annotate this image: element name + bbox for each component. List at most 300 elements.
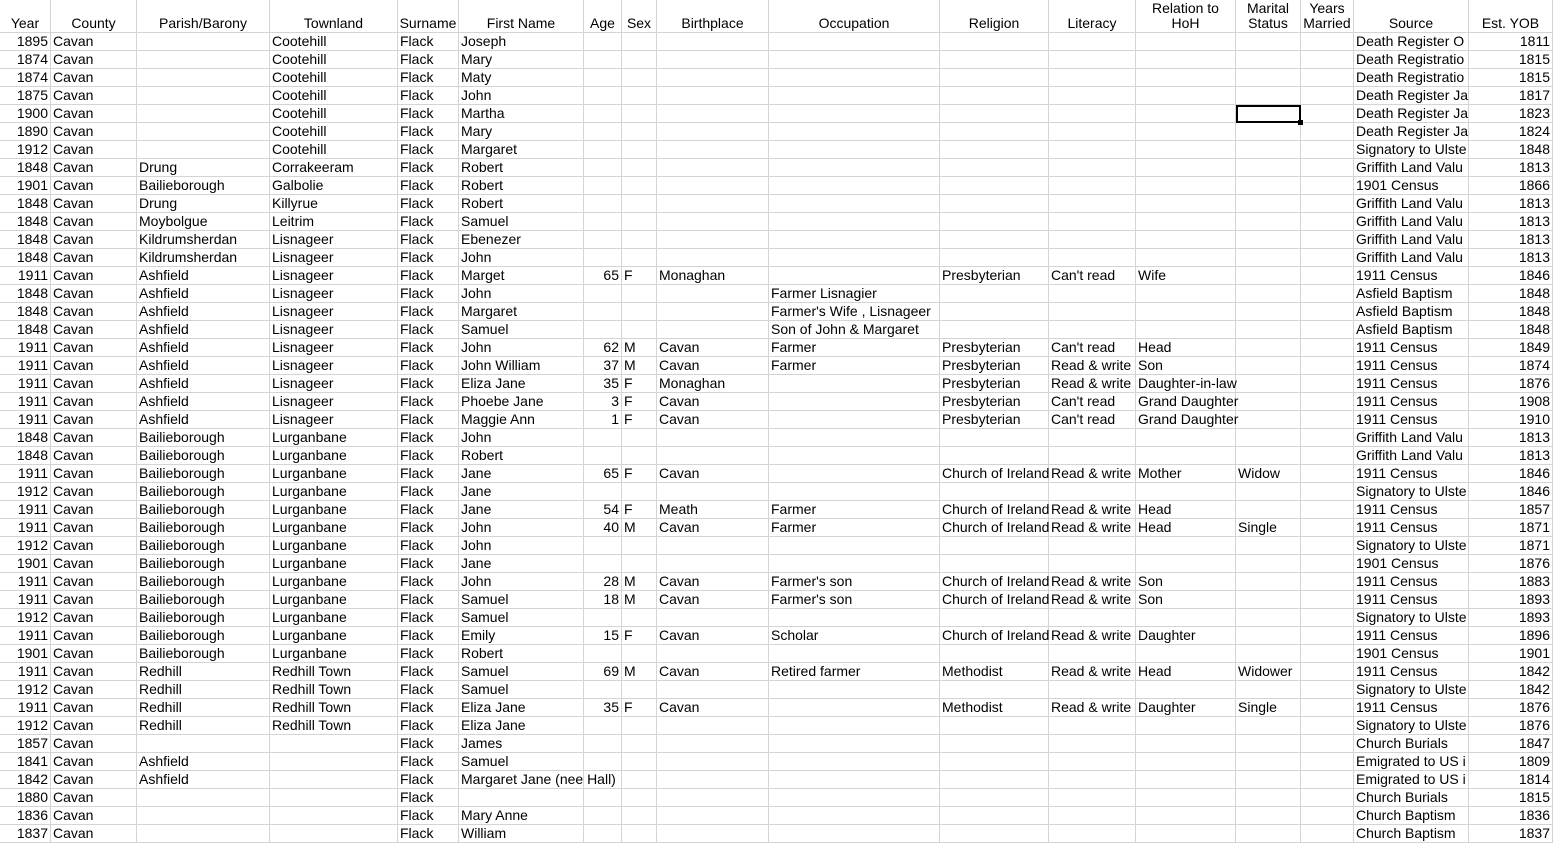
cell-occupation[interactable]: Farmer Lisnagier [769,285,940,303]
cell-surname[interactable]: Flack [398,483,459,501]
cell-est-yob[interactable]: 1883 [1469,573,1553,591]
cell-sex[interactable] [622,213,657,231]
cell-parish[interactable]: Bailieborough [137,555,270,573]
cell-surname[interactable]: Flack [398,555,459,573]
cell-years-married[interactable] [1301,519,1354,537]
cell-sex[interactable] [622,789,657,807]
cell-county[interactable]: Cavan [51,609,137,627]
cell-parish[interactable]: Ashfield [137,339,270,357]
cell-surname[interactable]: Flack [398,825,459,843]
cell-religion[interactable] [940,33,1049,51]
cell-literacy[interactable]: Read & write [1049,465,1136,483]
cell-occupation[interactable] [769,105,940,123]
cell-townland[interactable]: Killyrue [270,195,398,213]
cell-age[interactable] [584,69,622,87]
cell-marital-status[interactable] [1236,141,1301,159]
cell-occupation[interactable]: Farmer [769,501,940,519]
cell-parish[interactable]: Drung [137,195,270,213]
cell-literacy[interactable] [1049,123,1136,141]
cell-age[interactable] [584,447,622,465]
cell-occupation[interactable]: Farmer's son [769,591,940,609]
cell-relation[interactable] [1136,105,1236,123]
cell-parish[interactable] [137,33,270,51]
cell-parish[interactable]: Ashfield [137,267,270,285]
cell-county[interactable]: Cavan [51,141,137,159]
cell-religion[interactable] [940,105,1049,123]
cell-occupation[interactable] [769,141,940,159]
cell-townland[interactable]: Lisnageer [270,375,398,393]
cell-townland[interactable]: Lurganbane [270,447,398,465]
cell-year[interactable]: 1890 [0,123,51,141]
cell-years-married[interactable] [1301,267,1354,285]
cell-source[interactable]: Griffith Land Valu [1354,159,1469,177]
cell-years-married[interactable] [1301,483,1354,501]
cell-parish[interactable] [137,735,270,753]
cell-religion[interactable] [940,771,1049,789]
cell-source[interactable]: Griffith Land Valu [1354,249,1469,267]
cell-first-name[interactable]: Jane [459,555,584,573]
cell-birthplace[interactable]: Monaghan [657,375,769,393]
cell-religion[interactable]: Presbyterian [940,267,1049,285]
cell-parish[interactable]: Bailieborough [137,627,270,645]
cell-age[interactable] [584,753,622,771]
cell-sex[interactable] [622,303,657,321]
cell-townland[interactable]: Redhill Town [270,717,398,735]
cell-parish[interactable]: Kildrumsherdan [137,231,270,249]
cell-literacy[interactable] [1049,429,1136,447]
cell-occupation[interactable] [769,447,940,465]
cell-est-yob[interactable]: 1849 [1469,339,1553,357]
cell-literacy[interactable] [1049,303,1136,321]
cell-relation[interactable] [1136,87,1236,105]
cell-marital-status[interactable] [1236,195,1301,213]
cell-relation[interactable] [1136,789,1236,807]
cell-townland[interactable] [270,807,398,825]
cell-occupation[interactable] [769,69,940,87]
cell-religion[interactable]: Church of Ireland [942,519,1050,535]
column-header-sex[interactable] [622,0,657,33]
cell-source[interactable]: 1911 Census [1354,501,1469,519]
cell-sex[interactable] [622,753,657,771]
cell-county[interactable]: Cavan [51,231,137,249]
cell-years-married[interactable] [1301,807,1354,825]
cell-years-married[interactable] [1301,537,1354,555]
cell-marital-status[interactable] [1236,771,1301,789]
cell-religion[interactable] [940,69,1049,87]
cell-years-married[interactable] [1301,357,1354,375]
cell-parish[interactable] [137,105,270,123]
cell-occupation[interactable] [769,249,940,267]
cell-years-married[interactable] [1301,591,1354,609]
cell-marital-status[interactable] [1236,303,1301,321]
cell-surname[interactable]: Flack [398,141,459,159]
cell-parish[interactable]: Bailieborough [137,483,270,501]
cell-county[interactable]: Cavan [51,825,137,843]
cell-first-name[interactable]: Jane [459,483,584,501]
column-header-relation[interactable] [1136,0,1236,33]
cell-relation[interactable]: Daughter [1136,699,1236,717]
cell-townland[interactable]: Cootehill [270,141,398,159]
cell-townland[interactable]: Lurganbane [270,465,398,483]
cell-year[interactable]: 1911 [0,267,51,285]
cell-year[interactable]: 1836 [0,807,51,825]
cell-years-married[interactable] [1301,663,1354,681]
cell-year[interactable]: 1901 [0,177,51,195]
cell-source[interactable]: Signatory to Ulste [1354,609,1469,627]
cell-occupation[interactable] [769,555,940,573]
cell-county[interactable]: Cavan [51,177,137,195]
cell-birthplace[interactable] [657,51,769,69]
cell-parish[interactable] [137,807,270,825]
cell-source[interactable]: 1911 Census [1354,627,1469,645]
cell-relation[interactable] [1136,123,1236,141]
cell-sex[interactable] [622,141,657,159]
cell-year[interactable]: 1848 [0,249,51,267]
cell-year[interactable]: 1912 [0,717,51,735]
cell-marital-status[interactable] [1236,105,1301,123]
cell-years-married[interactable] [1301,393,1354,411]
cell-est-yob[interactable]: 1813 [1469,159,1553,177]
cell-birthplace[interactable]: Cavan [657,393,769,411]
cell-occupation[interactable]: Farmer's son [769,573,940,591]
cell-est-yob[interactable]: 1815 [1469,789,1553,807]
cell-religion[interactable] [940,555,1049,573]
cell-first-name[interactable]: Samuel [459,663,584,681]
cell-townland[interactable]: Cootehill [270,105,398,123]
cell-birthplace[interactable] [657,429,769,447]
cell-est-yob[interactable]: 1813 [1469,447,1553,465]
column-header-source[interactable] [1354,0,1469,33]
cell-years-married[interactable] [1301,33,1354,51]
cell-parish[interactable]: Drung [137,159,270,177]
cell-source[interactable]: Signatory to Ulste [1354,681,1469,699]
cell-year[interactable]: 1911 [0,663,51,681]
cell-first-name[interactable]: Maty [459,69,584,87]
cell-literacy[interactable] [1049,537,1136,555]
cell-occupation[interactable] [769,393,940,411]
cell-sex[interactable]: F [622,501,657,519]
cell-sex[interactable] [622,231,657,249]
cell-first-name[interactable]: Jane [459,501,584,519]
cell-relation[interactable] [1136,33,1236,51]
cell-literacy[interactable]: Can't read [1049,339,1136,357]
cell-religion[interactable]: Church of Ireland [942,573,1050,589]
cell-age[interactable] [584,789,622,807]
cell-parish[interactable]: Bailieborough [137,609,270,627]
cell-relation[interactable]: Daughter-in-law [1138,375,1237,391]
cell-relation[interactable] [1136,303,1236,321]
cell-surname[interactable]: Flack [398,267,459,285]
cell-year[interactable]: 1911 [0,357,51,375]
cell-sex[interactable] [622,105,657,123]
cell-years-married[interactable] [1301,465,1354,483]
cell-years-married[interactable] [1301,447,1354,465]
cell-sex[interactable]: M [622,573,657,591]
cell-source[interactable]: 1911 Census [1354,339,1469,357]
cell-source[interactable]: Death Register Ja [1356,87,1469,103]
cell-source[interactable]: Death Registratio [1354,51,1469,69]
cell-first-name[interactable]: John William [459,357,584,375]
cell-parish[interactable]: Redhill [137,717,270,735]
cell-religion[interactable]: Presbyterian [940,357,1049,375]
cell-sex[interactable] [622,483,657,501]
cell-religion[interactable]: Church of Ireland [942,591,1050,607]
cell-surname[interactable]: Flack [398,159,459,177]
cell-occupation[interactable] [769,267,940,285]
cell-townland[interactable]: Redhill Town [270,699,398,717]
cell-literacy[interactable] [1049,753,1136,771]
cell-parish[interactable]: Bailieborough [137,177,270,195]
cell-sex[interactable]: M [622,519,657,537]
cell-year[interactable]: 1874 [0,69,51,87]
cell-source[interactable]: Church Burials [1354,789,1469,807]
cell-sex[interactable]: M [622,591,657,609]
cell-first-name[interactable]: John [459,537,584,555]
cell-religion[interactable] [940,321,1049,339]
column-header-est-yob[interactable] [1469,0,1553,33]
cell-birthplace[interactable] [657,285,769,303]
cell-year[interactable]: 1912 [0,141,51,159]
cell-county[interactable]: Cavan [51,393,137,411]
cell-townland[interactable]: Lurganbane [270,627,398,645]
cell-year[interactable]: 1837 [0,825,51,843]
cell-age[interactable] [584,771,622,789]
cell-townland[interactable]: Cootehill [270,33,398,51]
cell-county[interactable]: Cavan [51,195,137,213]
cell-county[interactable]: Cavan [51,51,137,69]
cell-years-married[interactable] [1301,141,1354,159]
cell-occupation[interactable] [769,231,940,249]
cell-year[interactable]: 1841 [0,753,51,771]
cell-est-yob[interactable]: 1813 [1469,213,1553,231]
cell-est-yob[interactable]: 1836 [1469,807,1553,825]
cell-religion[interactable] [940,285,1049,303]
cell-relation[interactable] [1136,555,1236,573]
cell-first-name[interactable]: John [459,339,584,357]
cell-first-name[interactable]: Phoebe Jane [459,393,584,411]
cell-literacy[interactable] [1049,105,1136,123]
cell-relation[interactable]: Head [1136,663,1236,681]
cell-birthplace[interactable] [657,231,769,249]
cell-age[interactable] [584,429,622,447]
cell-marital-status[interactable] [1236,87,1301,105]
column-header-years-married[interactable] [1301,0,1354,33]
cell-age[interactable] [584,123,622,141]
cell-years-married[interactable] [1301,375,1354,393]
cell-county[interactable]: Cavan [51,285,137,303]
cell-first-name[interactable] [459,789,584,807]
cell-first-name[interactable]: John [459,87,584,105]
cell-years-married[interactable] [1301,321,1354,339]
cell-birthplace[interactable] [657,681,769,699]
cell-townland[interactable]: Lisnageer [270,339,398,357]
cell-literacy[interactable] [1049,717,1136,735]
cell-parish[interactable]: Ashfield [137,321,270,339]
cell-literacy[interactable] [1049,51,1136,69]
cell-age[interactable]: 3 [584,393,622,411]
cell-county[interactable]: Cavan [51,753,137,771]
cell-townland[interactable]: Lurganbane [270,609,398,627]
cell-sex[interactable]: F [622,699,657,717]
cell-literacy[interactable]: Can't read [1049,267,1136,285]
cell-est-yob[interactable]: 1908 [1469,393,1553,411]
cell-year[interactable]: 1911 [0,465,51,483]
cell-religion[interactable] [940,429,1049,447]
cell-age[interactable]: 65 [584,465,622,483]
cell-relation[interactable] [1136,285,1236,303]
cell-first-name[interactable]: Emily [459,627,584,645]
cell-sex[interactable]: M [622,339,657,357]
cell-religion[interactable] [940,735,1049,753]
cell-age[interactable]: 65 [584,267,622,285]
cell-marital-status[interactable] [1236,807,1301,825]
cell-relation[interactable] [1136,51,1236,69]
cell-age[interactable] [584,87,622,105]
cell-year[interactable]: 1848 [0,159,51,177]
cell-surname[interactable]: Flack [398,51,459,69]
cell-occupation[interactable] [769,195,940,213]
cell-years-married[interactable] [1301,195,1354,213]
cell-surname[interactable]: Flack [398,33,459,51]
cell-birthplace[interactable] [657,87,769,105]
column-header-townland[interactable] [270,0,398,33]
column-header-parish[interactable] [137,0,270,33]
cell-county[interactable]: Cavan [51,447,137,465]
cell-source[interactable]: Griffith Land Valu [1354,429,1469,447]
cell-age[interactable] [584,717,622,735]
cell-year[interactable]: 1874 [0,51,51,69]
cell-marital-status[interactable] [1236,357,1301,375]
cell-source[interactable]: 1901 Census [1354,177,1469,195]
cell-marital-status[interactable] [1236,231,1301,249]
cell-townland[interactable]: Lisnageer [270,249,398,267]
cell-source[interactable]: Church Baptism [1354,825,1469,843]
cell-first-name[interactable]: Robert [459,195,584,213]
cell-marital-status[interactable] [1236,645,1301,663]
cell-county[interactable]: Cavan [51,573,137,591]
cell-relation[interactable] [1136,213,1236,231]
cell-years-married[interactable] [1301,627,1354,645]
cell-occupation[interactable]: Farmer [769,519,940,537]
cell-sex[interactable] [622,555,657,573]
cell-occupation[interactable] [769,789,940,807]
cell-parish[interactable]: Bailieborough [137,465,270,483]
cell-county[interactable]: Cavan [51,87,137,105]
cell-relation[interactable] [1136,69,1236,87]
cell-year[interactable]: 1848 [0,195,51,213]
cell-religion[interactable] [940,717,1049,735]
cell-source[interactable]: 1911 Census [1354,393,1469,411]
cell-literacy[interactable] [1049,681,1136,699]
cell-parish[interactable] [137,51,270,69]
cell-parish[interactable]: Ashfield [137,303,270,321]
cell-birthplace[interactable]: Cavan [657,519,769,537]
cell-age[interactable] [584,285,622,303]
cell-literacy[interactable] [1049,87,1136,105]
cell-sex[interactable] [622,249,657,267]
cell-parish[interactable]: Redhill [137,681,270,699]
cell-birthplace[interactable] [657,213,769,231]
cell-year[interactable]: 1911 [0,339,51,357]
cell-surname[interactable]: Flack [398,699,459,717]
cell-source[interactable]: Griffith Land Valu [1354,213,1469,231]
cell-source[interactable]: Griffith Land Valu [1354,195,1469,213]
cell-surname[interactable]: Flack [398,249,459,267]
cell-sex[interactable] [622,159,657,177]
cell-occupation[interactable] [769,375,940,393]
cell-year[interactable]: 1848 [0,285,51,303]
cell-literacy[interactable] [1049,483,1136,501]
cell-parish[interactable]: Ashfield [137,357,270,375]
cell-county[interactable]: Cavan [51,69,137,87]
cell-religion[interactable] [940,159,1049,177]
cell-year[interactable]: 1848 [0,321,51,339]
cell-surname[interactable]: Flack [398,231,459,249]
cell-surname[interactable]: Flack [398,105,459,123]
cell-religion[interactable] [940,789,1049,807]
cell-religion[interactable] [940,609,1049,627]
cell-marital-status[interactable] [1236,51,1301,69]
cell-sex[interactable] [622,645,657,663]
cell-county[interactable]: Cavan [51,429,137,447]
cell-age[interactable] [584,537,622,555]
cell-birthplace[interactable] [657,789,769,807]
cell-age[interactable]: 62 [584,339,622,357]
cell-townland[interactable]: Galbolie [270,177,398,195]
cell-est-yob[interactable]: 1876 [1469,699,1553,717]
cell-literacy[interactable] [1049,285,1136,303]
cell-first-name[interactable]: Robert [459,159,584,177]
cell-townland[interactable]: Lisnageer [270,393,398,411]
cell-surname[interactable]: Flack [398,807,459,825]
cell-literacy[interactable] [1049,33,1136,51]
cell-relation[interactable] [1136,195,1236,213]
cell-townland[interactable]: Redhill Town [270,663,398,681]
cell-surname[interactable]: Flack [398,735,459,753]
cell-literacy[interactable] [1049,645,1136,663]
cell-age[interactable]: 35 [584,375,622,393]
cell-age[interactable] [584,609,622,627]
cell-marital-status[interactable] [1236,123,1301,141]
cell-surname[interactable]: Flack [398,357,459,375]
cell-relation[interactable]: Grand Daughter [1138,393,1239,409]
cell-townland[interactable]: Lurganbane [270,501,398,519]
cell-county[interactable]: Cavan [51,807,137,825]
cell-relation[interactable] [1136,825,1236,843]
cell-literacy[interactable] [1049,195,1136,213]
cell-relation[interactable] [1136,177,1236,195]
cell-age[interactable] [584,303,622,321]
column-header-year[interactable] [0,0,51,33]
cell-age[interactable]: 35 [584,699,622,717]
cell-marital-status[interactable] [1236,393,1301,411]
cell-years-married[interactable] [1301,51,1354,69]
cell-parish[interactable]: Bailieborough [137,591,270,609]
cell-surname[interactable]: Flack [398,465,459,483]
cell-occupation[interactable] [769,177,940,195]
cell-surname[interactable]: Flack [398,123,459,141]
cell-first-name[interactable]: Marget [459,267,584,285]
cell-source[interactable]: Asfield Baptism [1354,321,1469,339]
cell-literacy[interactable]: Read & write [1049,663,1136,681]
cell-parish[interactable]: Bailieborough [137,645,270,663]
cell-years-married[interactable] [1301,735,1354,753]
cell-source[interactable]: 1901 Census [1354,645,1469,663]
cell-birthplace[interactable] [657,483,769,501]
cell-religion[interactable]: Methodist [940,663,1049,681]
cell-county[interactable]: Cavan [51,645,137,663]
cell-county[interactable]: Cavan [51,537,137,555]
